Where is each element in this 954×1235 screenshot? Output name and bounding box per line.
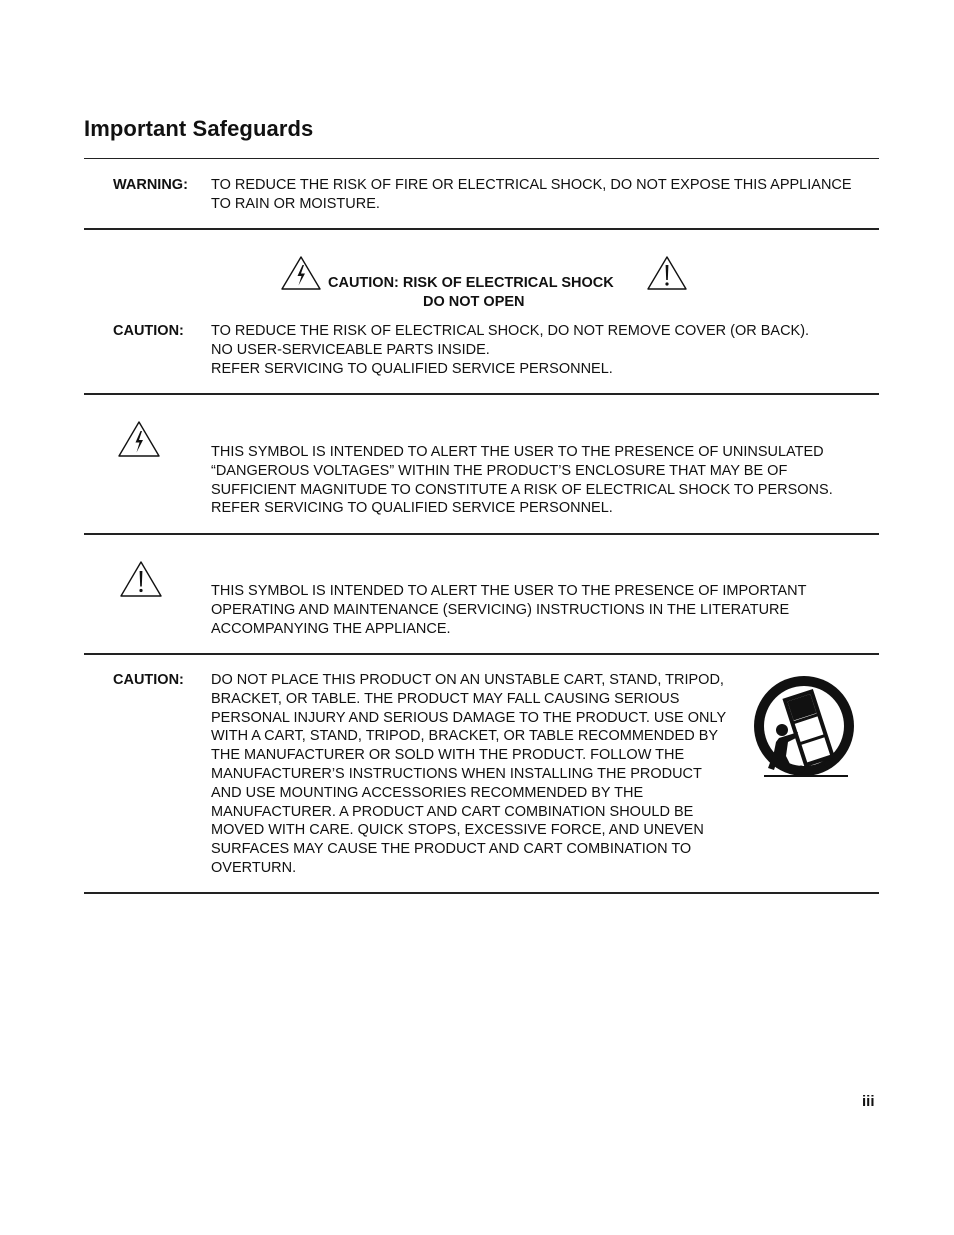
- caution-heading-line1: CAUTION: RISK OF ELECTRICAL SHOCK: [328, 275, 614, 291]
- cart-caution-text: [211, 671, 726, 878]
- divider: [84, 892, 879, 894]
- voltage-line: “DANGEROUS VOLTAGES” WITHIN THE PRODUCT’S ENCLOSURE THAT MAY BE OF: [211, 462, 788, 479]
- page-number: iii: [862, 1093, 875, 1110]
- voltage-line: SUFFICIENT MAGNITUDE TO CONSTITUTE A RISK OF ELECTRICAL SHOCK TO PERSONS.: [211, 481, 833, 498]
- instructions-line: OPERATING AND MAINTENANCE (SERVICING) INSTRUCTIONS IN THE LITERATURE: [211, 601, 790, 618]
- instructions-line: THIS SYMBOL IS INTENDED TO ALERT THE USER TO THE PRESENCE OF IMPORTANT: [211, 583, 807, 599]
- warning-label: WARNING:: [113, 177, 188, 193]
- caution-label: CAUTION:: [113, 323, 184, 339]
- divider: [84, 653, 879, 655]
- voltage-line: THIS SYMBOL IS INTENDED TO ALERT THE USER TO THE PRESENCE OF UNINSULATED: [211, 444, 824, 460]
- caution-text: [211, 322, 809, 378]
- warning-line: TO RAIN OR MOISTURE.: [211, 195, 380, 212]
- voltage-symbol-text: [211, 443, 833, 518]
- caution-heading: [280, 255, 690, 315]
- exclamation-triangle-icon: [119, 560, 163, 598]
- cart-tipover-icon: [752, 672, 858, 782]
- caution-line: REFER SERVICING TO QUALIFIED SERVICE PERSONNEL.: [211, 360, 613, 377]
- cart-caution-line: PERSONAL INJURY AND SERIOUS DAMAGE TO THE PRODUCT. USE ONLY: [211, 709, 727, 726]
- cart-caution-line: BRACKET, OR TABLE. THE PRODUCT MAY FALL CAUSING SERIOUS: [211, 690, 680, 707]
- lightning-triangle-icon: [280, 255, 322, 291]
- lightning-triangle-icon: [117, 420, 161, 458]
- page-title: Important Safeguards: [84, 116, 314, 141]
- caution-line: NO USER-SERVICEABLE PARTS INSIDE.: [211, 341, 490, 358]
- cart-caution-line: DO NOT PLACE THIS PRODUCT ON AN UNSTABLE CART, STAND, TRIPOD,: [211, 672, 724, 688]
- cart-caution-line: MOVED WITH CARE. QUICK STOPS, EXCESSIVE FORCE, AND UNEVEN: [211, 822, 704, 839]
- warning-line: TO REDUCE THE RISK OF FIRE OR ELECTRICAL SHOCK, DO NOT EXPOSE THIS APPLIANCE: [211, 177, 852, 193]
- cart-caution-line: MANUFACTURER’S INSTRUCTIONS WHEN INSTALLING THE PRODUCT: [211, 765, 702, 782]
- cart-caution-label: CAUTION:: [113, 672, 184, 688]
- cart-caution-line: THE MANUFACTURER OR SOLD WITH THE PRODUCT. FOLLOW THE: [211, 747, 685, 764]
- voltage-line: REFER SERVICING TO QUALIFIED SERVICE PERSONNEL.: [211, 500, 613, 517]
- caution-heading-line2: DO NOT OPEN: [423, 294, 525, 310]
- divider: [84, 533, 879, 535]
- caution-line: TO REDUCE THE RISK OF ELECTRICAL SHOCK, DO NOT REMOVE COVER (OR BACK).: [211, 323, 810, 339]
- cart-caution-line: MANUFACTURER. A PRODUCT AND CART COMBINATION SHOULD BE: [211, 803, 694, 820]
- divider: [84, 393, 879, 395]
- cart-caution-line: WITH A CART, STAND, TRIPOD, BRACKET, OR TABLE RECOMMENDED BY: [211, 728, 719, 745]
- cart-caution-line: SURFACES MAY CAUSE THE PRODUCT AND CART COMBINATION TO: [211, 841, 692, 858]
- divider: [84, 158, 879, 159]
- instructions-symbol-text: [211, 582, 806, 638]
- warning-text: [211, 176, 852, 214]
- instructions-line: ACCOMPANYING THE APPLIANCE.: [211, 620, 451, 637]
- exclamation-triangle-icon: [646, 255, 688, 291]
- cart-caution-line: AND USE MOUNTING ACCESSORIES RECOMMENDED BY THE: [211, 784, 644, 801]
- cart-caution-line: OVERTURN.: [211, 859, 297, 876]
- divider: [84, 228, 879, 230]
